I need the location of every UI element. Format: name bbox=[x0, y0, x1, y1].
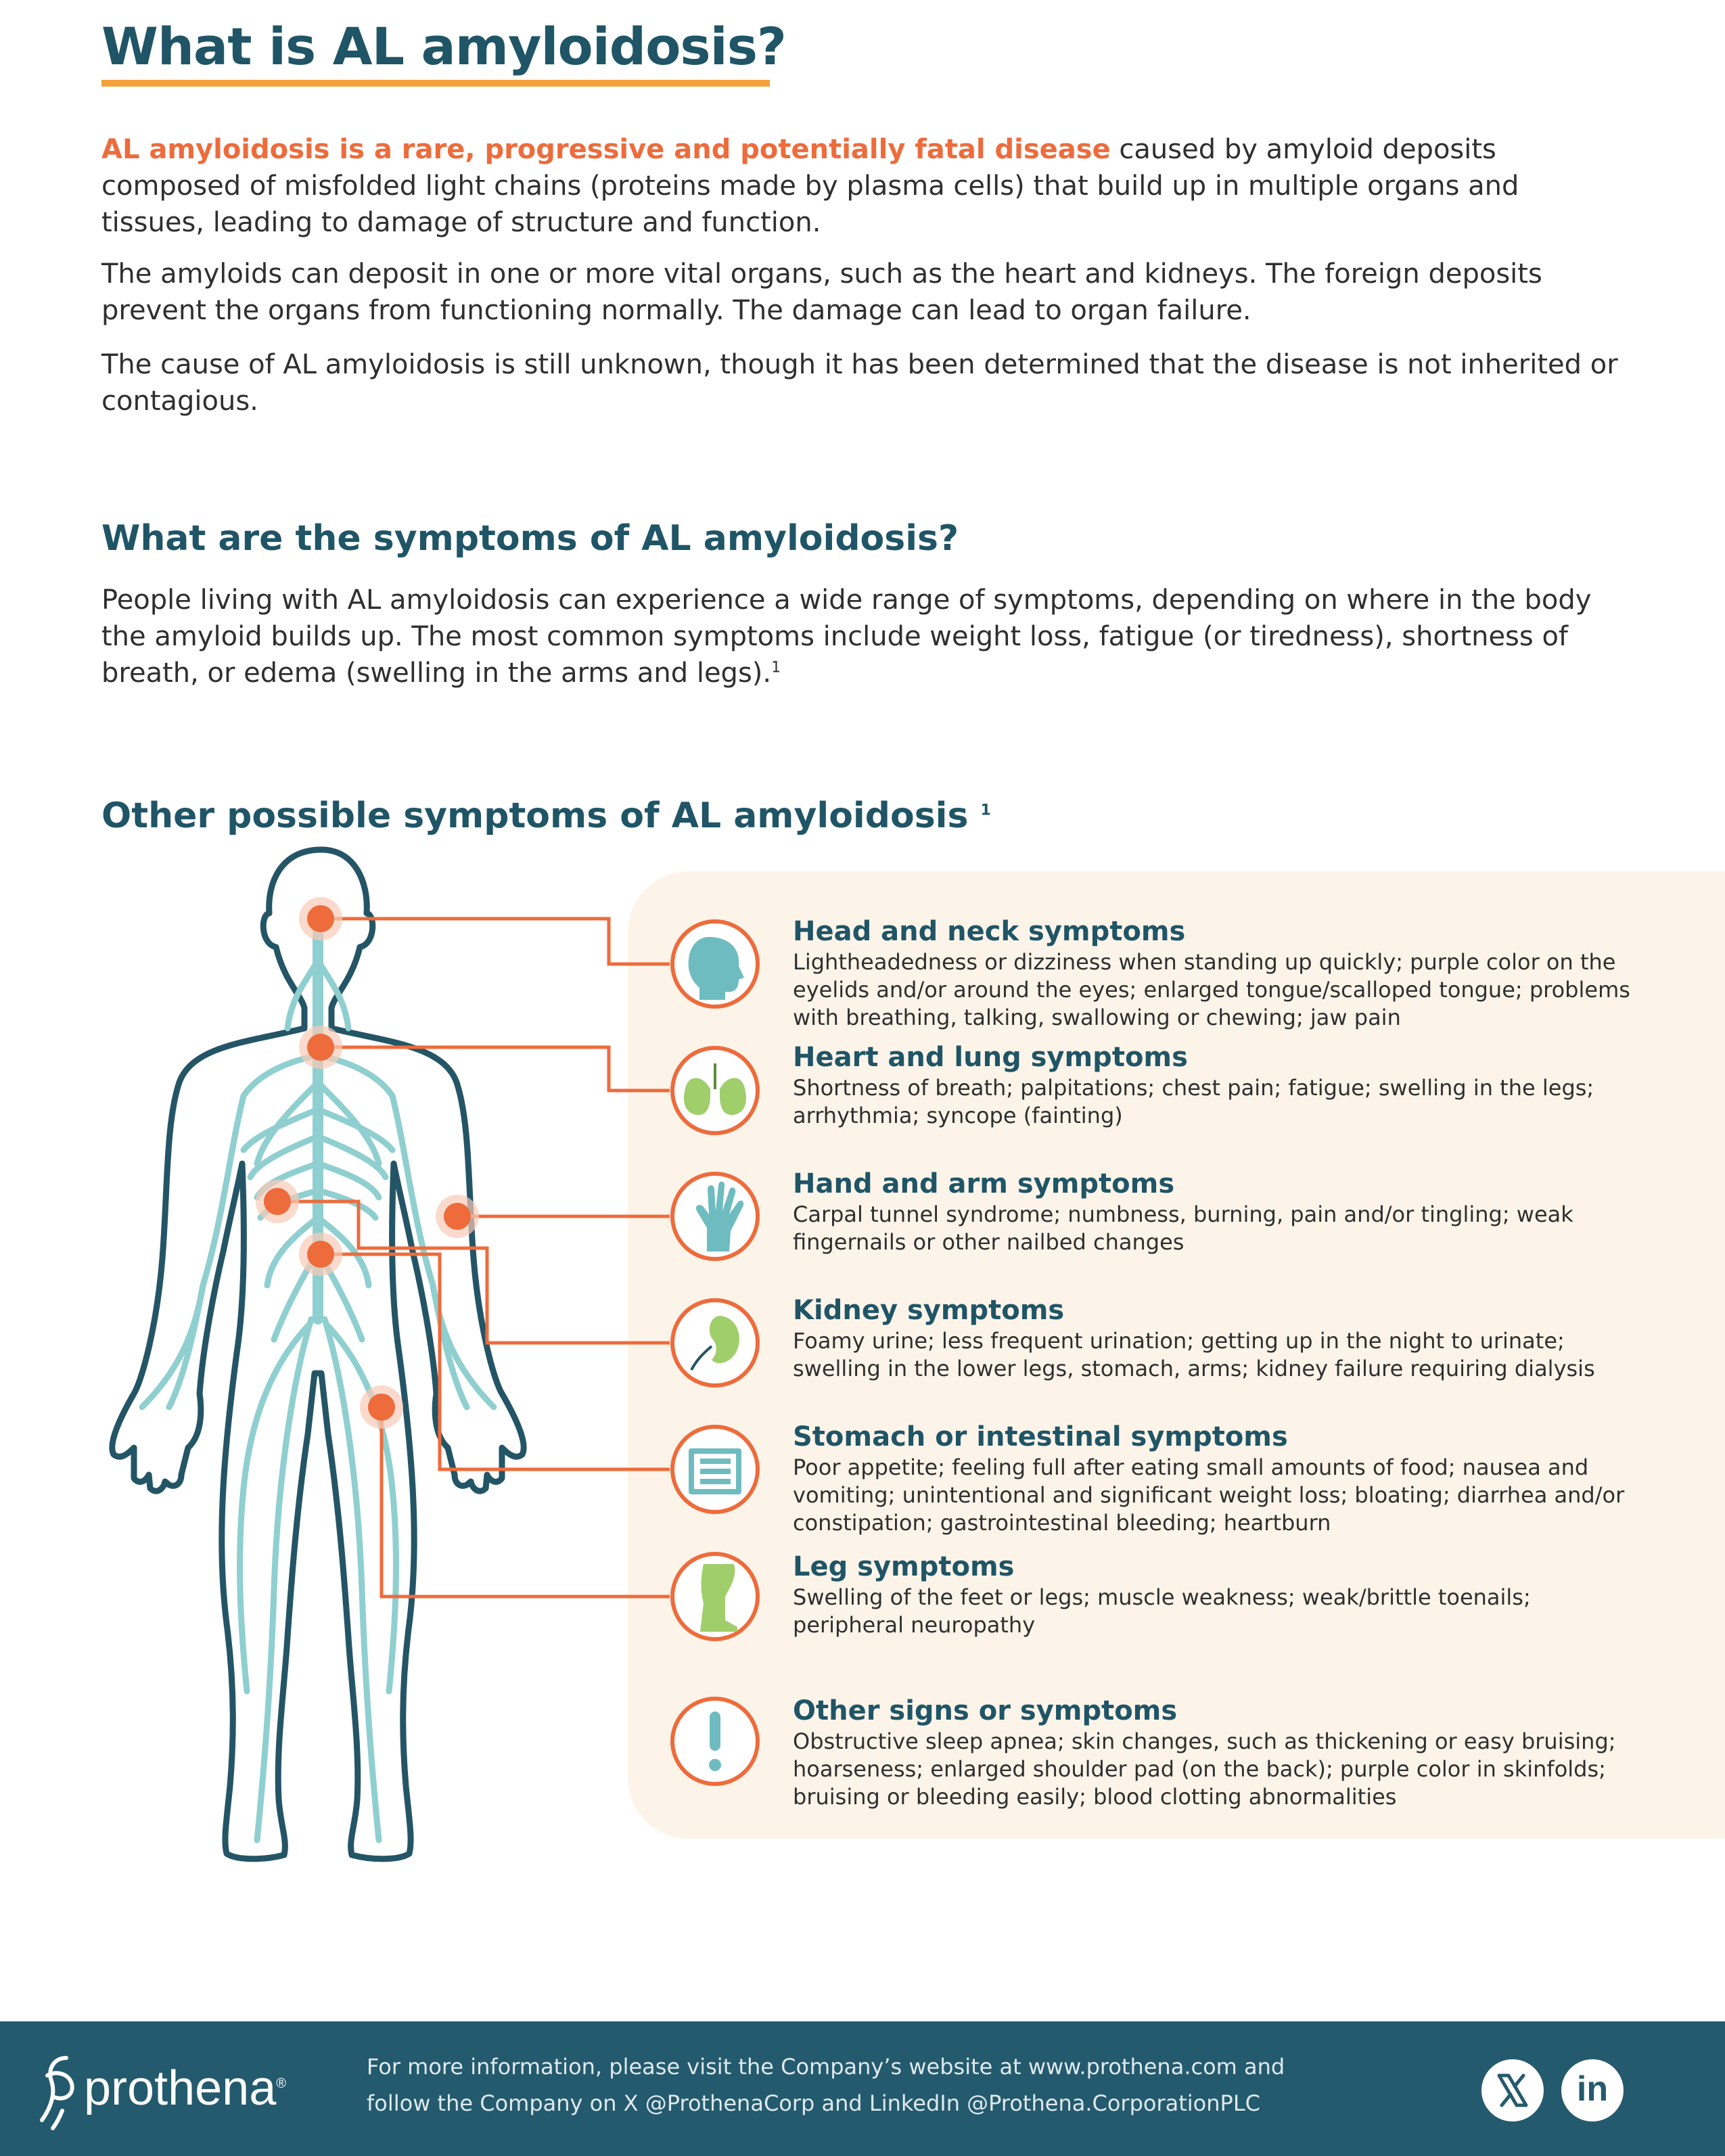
symptom-desc: Swelling of the feet or legs; muscle weakness; weak/brittle toenails; peripheral neuropathy bbox=[793, 1584, 1531, 1638]
symptom-kidney bbox=[793, 1293, 1632, 1383]
intro-highlight: AL amyloidosis is a rare, progressive and potentially fatal disease bbox=[101, 134, 1111, 165]
symptom-leg bbox=[793, 1550, 1632, 1639]
other-symptoms-footnote-ref: 1 bbox=[980, 802, 991, 819]
nervous-system bbox=[142, 934, 494, 1840]
title-underline bbox=[101, 80, 770, 87]
symptoms-footnote-ref: 1 bbox=[771, 659, 781, 676]
symptom-hand-arm bbox=[793, 1167, 1632, 1256]
prothena-mark-icon bbox=[27, 2046, 88, 2134]
symptom-title: Hand and arm symptoms bbox=[793, 1168, 1175, 1199]
footer-info bbox=[367, 2048, 1314, 2121]
symptom-desc: Shortness of breath; palpitations; chest pain; fatigue; swelling in the legs; arrhythmia; syncope (fainting) bbox=[793, 1075, 1594, 1128]
other-symptoms-heading-text: Other possible symptoms of AL amyloidosis bbox=[101, 796, 969, 836]
linkedin-icon: in bbox=[1576, 2069, 1609, 2109]
x-logo-icon bbox=[1481, 2059, 1544, 2121]
symptom-title: Leg symptoms bbox=[793, 1551, 1015, 1582]
symptoms-heading: What are the symptoms of AL amyloidosis? bbox=[101, 518, 959, 559]
intro-paragraph-3: The cause of AL amyloidosis is still unknown, though it has been determined that the disease is not inherited or contagious. bbox=[101, 349, 1618, 417]
brand-name: prothena® bbox=[84, 2061, 286, 2115]
symptom-desc: Obstructive sleep apnea; skin changes, such as thickening or easy bruising; hoarseness; enlarged shoulder pad (on the back); purple color in skinfolds; bruising or bleeding easily; blood clotting abnormalities bbox=[793, 1728, 1616, 1810]
symptom-desc: Foamy urine; less frequent urination; getting up in the night to urinate; swelling in the lower legs, stomach, arms; kidney failure requiring dialysis bbox=[793, 1328, 1595, 1381]
intro-paragraph-2: The amyloids can deposit in one or more vital organs, such as the heart and kidneys. The foreign deposits prevent the organs from functioning normally. The damage can lead to organ failure. bbox=[101, 258, 1542, 326]
prothena-logo[interactable] bbox=[27, 2046, 311, 2134]
footer-line-1: For more information, please visit the Company’s website at www.prothena.com and bbox=[367, 2054, 1285, 2080]
page-title: What is AL amyloidosis? bbox=[101, 16, 787, 76]
symptom-stomach bbox=[793, 1420, 1632, 1537]
symptom-title: Stomach or intestinal symptoms bbox=[793, 1421, 1288, 1452]
linkedin-social-button[interactable] bbox=[1561, 2059, 1624, 2121]
x-social-button[interactable] bbox=[1481, 2059, 1544, 2121]
connector-lines bbox=[277, 919, 670, 1597]
hotspots bbox=[256, 897, 479, 1429]
footer bbox=[0, 2021, 1725, 2156]
symptom-other bbox=[793, 1694, 1632, 1811]
intro-paragraph-1 bbox=[101, 131, 1630, 241]
symptom-desc: Poor appetite; feeling full after eating small amounts of food; nausea and vomiting; unintentional and significant weight loss; bloating; diarrhea and/or constipation; gastrointestinal bleeding; heartburn bbox=[793, 1454, 1625, 1536]
symptom-desc: Lightheadedness or dizziness when standing up quickly; purple color on the eyelids and/or around the eyes; enlarged tongue/scalloped tongue; problems with breathing, talking, swallowing or chewing; jaw pain bbox=[793, 949, 1630, 1030]
symptom-title: Kidney symptoms bbox=[793, 1295, 1065, 1326]
symptom-title: Other signs or symptoms bbox=[793, 1695, 1178, 1726]
symptom-title: Head and neck symptoms bbox=[793, 916, 1186, 947]
symptom-head-neck bbox=[793, 915, 1632, 1032]
symptom-heart-lung bbox=[793, 1040, 1632, 1130]
intro-p1-text: caused by amyloid deposits composed of misfolded light chains (proteins made by plasma cells) that build up in multiple organs and tissues, leading to damage of structure and function. bbox=[101, 134, 1519, 238]
body-silhouette bbox=[112, 850, 524, 1859]
symptom-desc: Carpal tunnel syndrome; numbness, burning, pain and/or tingling; weak fingernails or other nailbed changes bbox=[793, 1201, 1573, 1255]
symptoms-paragraph bbox=[101, 582, 1630, 691]
footer-line-2: follow the Company on X @ProthenaCorp and LinkedIn @Prothena.CorporationPLC bbox=[367, 2090, 1260, 2116]
other-symptoms-heading bbox=[101, 796, 991, 836]
symptoms-body: People living with AL amyloidosis can experience a wide range of symptoms, depending on where in the body the amyloid builds up. The most common symptoms include weight loss, fatigue (or tiredness), shortness of breath, or edema (swelling in the arms and legs). bbox=[101, 584, 1592, 689]
symptom-title: Heart and lung symptoms bbox=[793, 1042, 1188, 1073]
